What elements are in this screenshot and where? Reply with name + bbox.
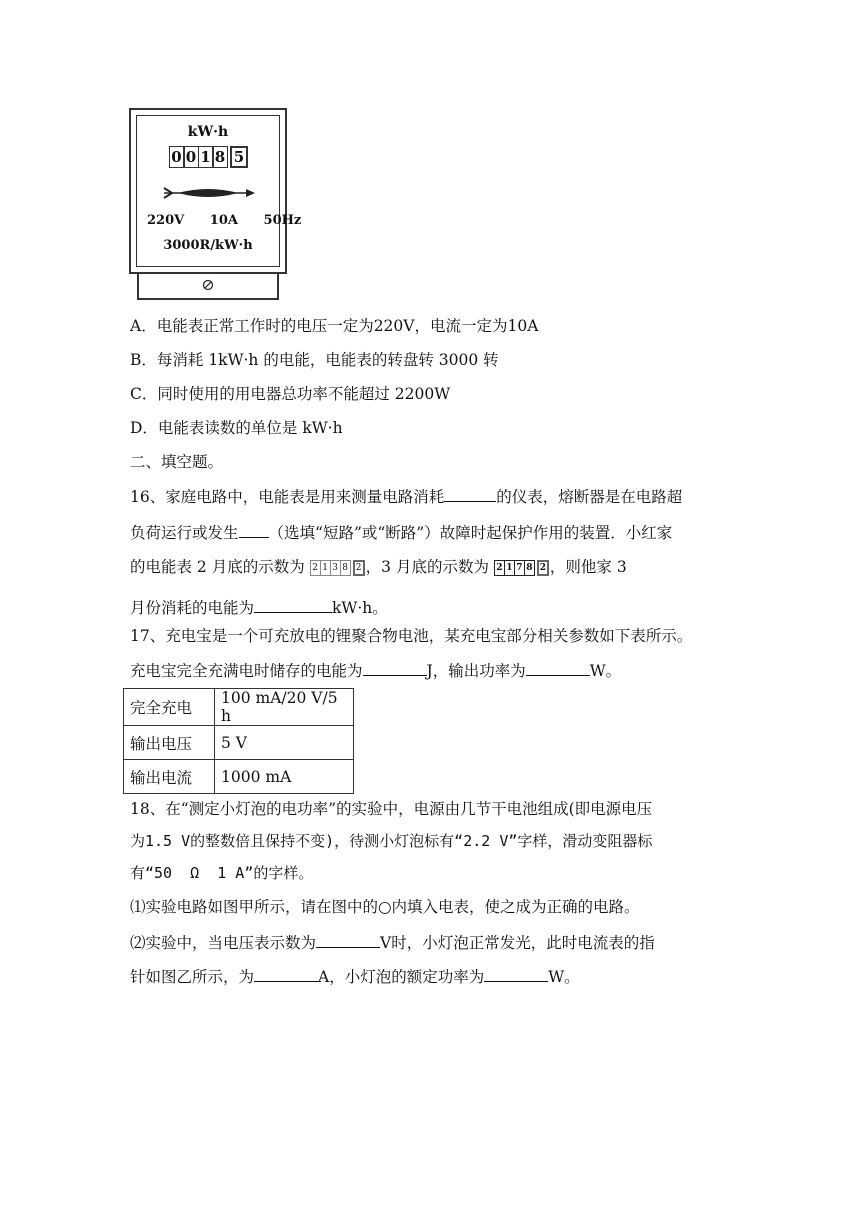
q18-line-1: 18、在“测定小灯泡的电功率”的实验中，电源由几节干电池组成(即电源电压 <box>130 800 653 818</box>
q17-text: J，输出功率为 <box>426 662 526 680</box>
meter-digit-decimal: 5 <box>230 146 248 168</box>
q18-text: ⑵实验中，当电压表示数为 <box>130 934 317 952</box>
meter-constant: 3000R/kW·h <box>163 238 253 253</box>
option-d: D．电能表读数的单位是 kW·h <box>130 419 343 437</box>
q16-text: 16、家庭电路中，电能表是用来测量电路消耗 <box>130 488 445 506</box>
reading-digit: 1 <box>320 560 331 576</box>
q17-text: W。 <box>589 662 622 680</box>
q18-text: V时，小灯泡正常发光，此时电流表的指 <box>380 934 655 952</box>
reading-digit: 8 <box>524 560 535 576</box>
meter-digit: 0 <box>169 146 185 168</box>
reading-digit: 2 <box>494 560 505 576</box>
answer-blank[interactable] <box>484 965 548 982</box>
option-a: A．电能表正常工作时的电压一定为220V，电流一定为10A <box>130 317 539 335</box>
reading-digit: 8 <box>340 560 351 576</box>
reading-digit-decimal: 2 <box>537 560 549 576</box>
q17-text: 充电宝完全充满电时储存的电能为 <box>130 662 363 680</box>
meter-terminal-base <box>137 272 279 300</box>
q16-line-1 <box>130 485 682 507</box>
mar-meter-reading <box>495 560 549 576</box>
q16-text: 的电能表 2 月底的示数为 <box>130 558 305 576</box>
q18-part-3 <box>130 965 580 987</box>
meter-face <box>136 115 302 267</box>
table-row <box>124 689 354 726</box>
meter-digit: 0 <box>183 146 199 168</box>
answer-blank[interactable] <box>444 485 496 502</box>
answer-blank[interactable] <box>363 659 427 676</box>
reading-digit: 2 <box>310 560 321 576</box>
meter-digits <box>170 146 248 168</box>
answer-blank[interactable] <box>526 659 590 676</box>
table-row <box>124 726 354 760</box>
q17-line-1: 17、充电宝是一个可充放电的锂聚合物电池，某充电宝部分相关参数如下表所示。 <box>130 627 693 645</box>
q16-text: （选填“短路”或“断路”）故障时起保护作用的装置．小红家 <box>268 524 673 542</box>
q18-text: 针如图乙所示，为 <box>130 968 255 986</box>
answer-blank[interactable] <box>239 521 269 538</box>
q16-text: 的仪表，熔断器是在电路超 <box>496 488 683 506</box>
electric-meter-figure <box>129 108 302 274</box>
param-value: 1000 mA <box>215 760 354 794</box>
section-title: 二、填空题。 <box>130 453 224 471</box>
q18-part-1: ⑴实验电路如图甲所示，请在图中的○内填入电表，使之成为正确的电路。 <box>130 898 640 916</box>
param-value: 5 V <box>215 726 354 760</box>
meter-unit: kW·h <box>187 124 229 140</box>
power-bank-params-table <box>123 688 354 794</box>
param-value: 100 mA/20 V/5 h <box>215 689 354 726</box>
screw-icon <box>202 279 214 291</box>
param-name: 完全充电 <box>124 689 215 726</box>
q16-text: kW·h。 <box>332 599 388 617</box>
q16-text: ，则他家 3 <box>549 558 627 576</box>
table-row <box>124 760 354 794</box>
meter-rating: 220V 10A 50Hz <box>147 213 302 228</box>
q16-line-3 <box>130 557 627 577</box>
q16-line-4 <box>130 596 388 618</box>
q16-text: 月份消耗的电能为 <box>130 599 255 617</box>
param-name: 输出电流 <box>124 760 215 794</box>
reading-digit: 7 <box>514 560 525 576</box>
q18-line-3: 有“50 Ω 1 A”的字样。 <box>130 864 314 882</box>
q18-text: W。 <box>548 968 580 986</box>
answer-blank[interactable] <box>316 931 380 948</box>
q16-text: ，3 月底的示数为 <box>365 558 489 576</box>
q18-text: A，小灯泡的额定功率为 <box>318 968 485 986</box>
q16-text: 负荷运行或发生 <box>130 524 239 542</box>
reading-digit: 1 <box>504 560 515 576</box>
rotation-arrow-icon <box>162 186 257 200</box>
feb-meter-reading <box>311 560 365 576</box>
meter-digit: 1 <box>198 146 214 168</box>
param-name: 输出电压 <box>124 726 215 760</box>
meter-digit: 8 <box>212 146 228 168</box>
q18-line-2: 为1.5 V的整数倍且保持不变)，待测小灯泡标有“2.2 V”字样，滑动变阻器标 <box>130 832 653 850</box>
option-c: C．同时使用的用电器总功率不能超过 2200W <box>130 385 451 403</box>
option-b: B．每消耗 1kW·h 的电能，电能表的转盘转 3000 转 <box>130 351 499 369</box>
q16-line-2 <box>130 521 672 543</box>
reading-digit-decimal: 2 <box>353 560 365 576</box>
reading-digit: 3 <box>330 560 341 576</box>
q17-line-2 <box>130 659 621 681</box>
q18-part-2 <box>130 931 655 953</box>
answer-blank[interactable] <box>254 965 318 982</box>
answer-blank[interactable] <box>254 596 332 613</box>
